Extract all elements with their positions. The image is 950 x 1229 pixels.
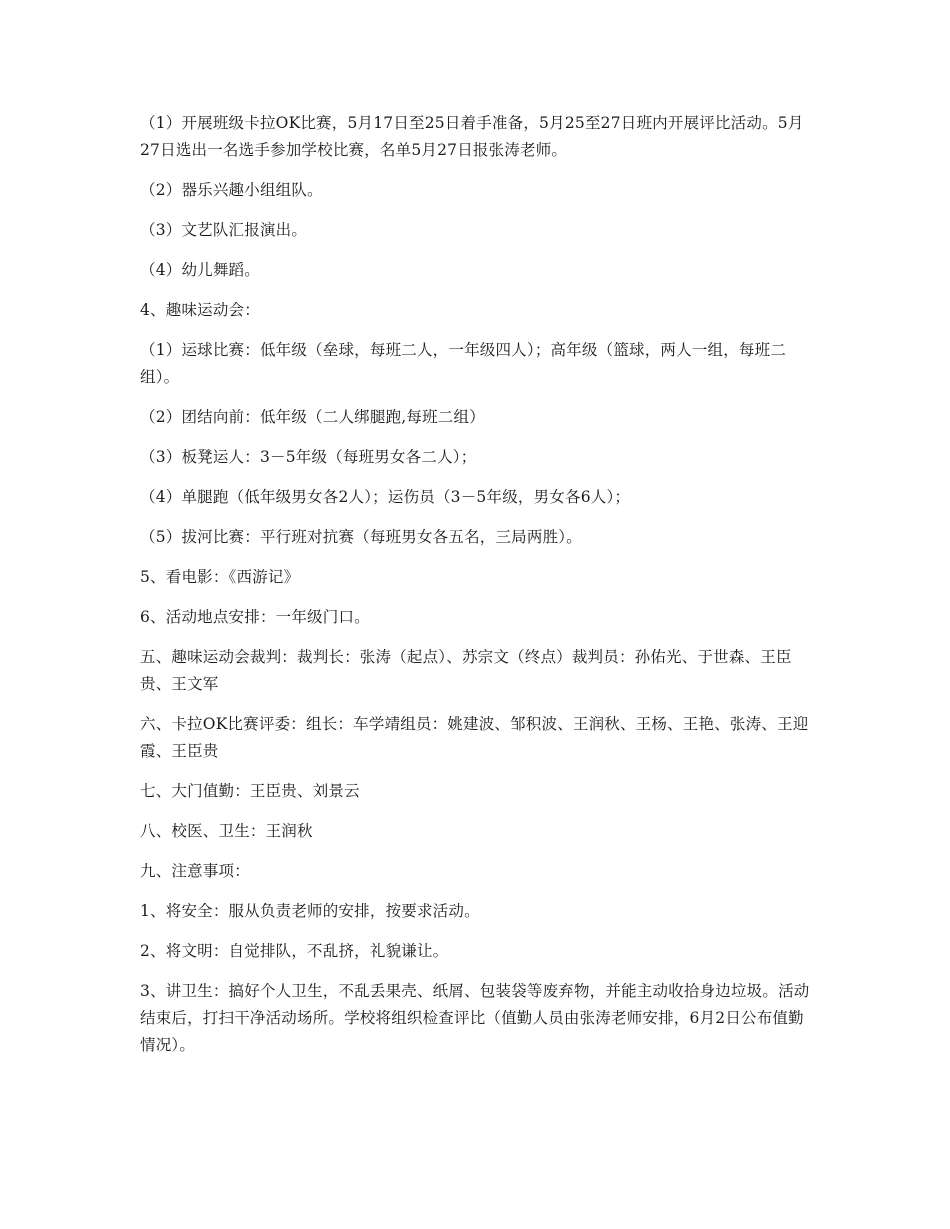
paragraph-hygiene: 3、讲卫生：搞好个人卫生，不乱丢果壳、纸屑、包装袋等废弃物，并能主动收拾身边垃圾。活动结束后，打扫干净活动场所。学校将组织检查评比（值勤人员由张涛老师安排，6月2日公布值勤情况）。	[140, 982, 810, 1054]
paragraph-ball-race: （1）运球比赛：低年级（垒球，每班二人，一年级四人）；高年级（篮球，两人一组，每班二组）。	[140, 341, 787, 386]
section-heading-notes: 九、注意事项：	[140, 862, 250, 880]
paragraph-art-team-show: （3）文艺队汇报演出。	[140, 221, 308, 239]
section-heading-venue: 6、活动地点安排：一年级门口。	[140, 608, 370, 626]
paragraph-medical: 八、校医、卫生：王润秋	[140, 822, 313, 840]
paragraph-karaoke-contest: （1）开展班级卡拉OK比赛，5月17日至25日着手准备，5月25至27日班内开展评比活动。5月27日选出一名选手参加学校比赛，名单5月27日报张涛老师。	[140, 114, 804, 159]
paragraph-tug-of-war: （5）拔河比赛：平行班对抗赛（每班男女各五名，三局两胜）。	[140, 528, 582, 546]
paragraph-safety: 1、将安全：服从负责老师的安排，按要求活动。	[140, 902, 480, 920]
paragraph-three-legged: （2）团结向前：低年级（二人绑腿跑,每班二组）	[140, 408, 485, 426]
paragraph-instrument-group: （2）器乐兴趣小组组队。	[140, 181, 323, 199]
paragraph-referees: 五、趣味运动会裁判：裁判长：张涛（起点）、苏宗文（终点）裁判员：孙佑光、于世森、王臣贵、王文军	[140, 648, 792, 693]
paragraph-gate-duty: 七、大门值勤：王臣贵、刘景云	[140, 782, 360, 800]
section-heading-sports-meet: 4、趣味运动会：	[140, 301, 260, 319]
paragraph-bench-carry: （3）板凳运人：3－5年级（每班男女各二人）；	[140, 448, 477, 466]
section-heading-movie: 5、看电影：《西游记》	[140, 568, 300, 586]
paragraph-one-leg-race: （4）单腿跑（低年级男女各2人）；运伤员（3－5年级，男女各6人）；	[140, 488, 631, 506]
document-page	[140, 110, 812, 1072]
paragraph-kids-dance: （4）幼儿舞蹈。	[140, 261, 260, 279]
paragraph-civility: 2、将文明：自觉排队，不乱挤，礼貌谦让。	[140, 942, 449, 960]
paragraph-judges: 六、卡拉OK比赛评委：组长：车学靖组员：姚建波、邹积波、王润秋、王杨、王艳、张涛、王迎霞、王臣贵	[140, 715, 809, 760]
